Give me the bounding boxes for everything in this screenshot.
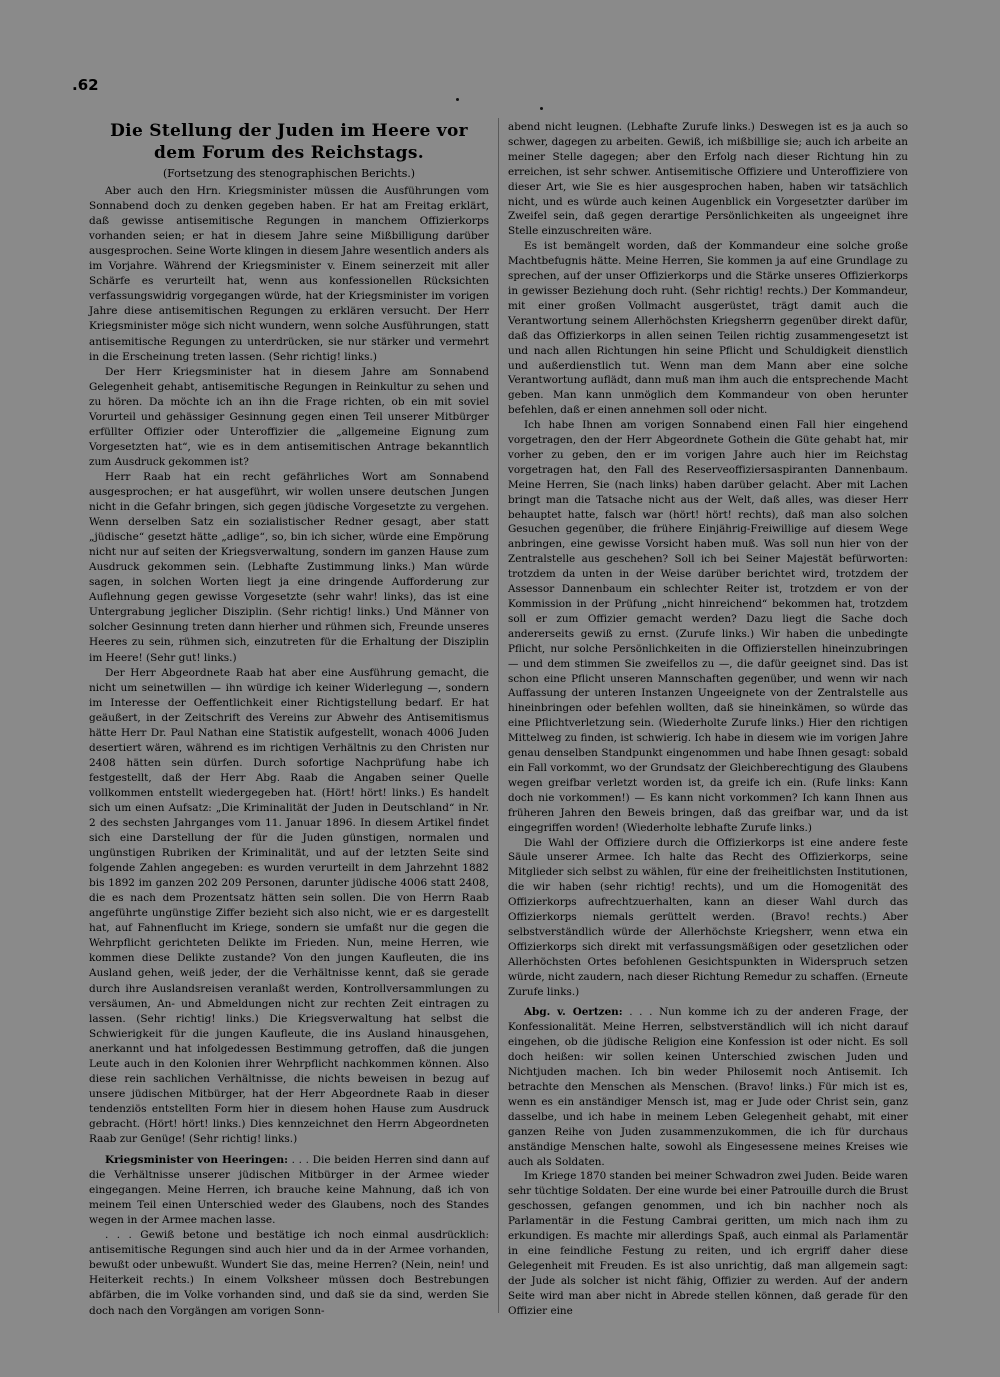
right-column	[508, 120, 908, 1319]
paragraph: Die Wahl der Offiziere durch die Offizierkorps ist eine andere feste Säule unserer Armee. Ich halte das Recht des Offizierkorps, seine Mitglieder sich selbst zu wählen, für eine der freiheitlichsten Institutionen, die wir haben (sehr richtig! rechts), und um die Homogenität des Offizierkorps aufrechtzuerhalten, kann an dieser Wahl durch das Offizierkorps niemals gerüttelt werden. (Bravo! rechts.) Aber selbstverständlich würde der Allerhöchste Kriegsherr, wenn etwa ein Offizierkorps sich direkt mit verfassungsmäßigen oder gesetzlichen oder Allerhöchsten Ortes befohlenen Gesichtspunkten in Widerspruch setzen würde, nicht zaudern, nach dieser Richtung Remedur zu schaffen. (Erneute Zurufe links.)	[508, 836, 908, 998]
paragraph: Ich habe Ihnen am vorigen Sonnabend einen Fall hier eingehend vorgetragen, den der Herr Abgeordnete Gothein die Güte gehabt hat, mir vorher zu geben, den er im vorigen Jahre auch hier im Reichstag vorgetragen hat, den Fall des Reserveoffiziersaspiranten Dannenbaum. Meine Herren, Sie (nach links) haben darüber gelacht. Aber mit Lachen bringt man die Tatsache nicht aus der Welt, daß alles, was dieser Herr behauptet hatte, falsch war (hört! hört! rechts), daß man also solchen Gesuchen gegenüber, die frühere Einjährig-Freiwillige auf diesem Wege anbringen, eine gewisse Vorsicht haben muß. Was soll nun hier von der Zentralstelle aus geschehen? Soll ich bei Seiner Majestät befürworten: trotzdem da unten in der Weise darüber berichtet wird, trotzdem der Assessor Dannenbaum ein schlechter Reiter ist, trotzdem er von der Kommission in der Prüfung „nicht hinreichend“ bekommen hat, trotzdem soll er zum Offizier gemacht werden? Dazu liegt die Sache doch andererseits gewiß zu ernst. (Zurufe links.) Wir haben die unbedingte Pflicht, nur solche Persönlichkeiten in die Offizierstellen hineinzubringen — und dem stimmen Sie zweifellos zu —, die dafür geeignet sind. Das ist schon eine Pflicht unseren Mannschaften gegenüber, und wenn wir nach Auffassung der unteren Instanzen Ungeeignete von der Zentralstelle aus hineinbringen oder befehlen wollten, daß sie hineinkämen, so würde das eine Pflichtverletzung sein. (Wiederholte Zurufe links.) Hier den richtigen Mittelweg zu finden, ist schwierig. Ich habe in diesem wie im vorigen Jahre genau denselben Standpunkt eingenommen und habe Ihnen gesagt: sobald ein Fall vorkommt, wo der Grundsatz der Gleichberechtigung des Glaubens wegen greifbar verletzt worden ist, da greife ich ein. (Rufe links: Kann doch nie vorkommen!) — Es kann nicht vorkommen? Ich kann Ihnen aus früheren Jahren den Beweis bringen, daß das greifbar war, und da ist eingegriffen worden! (Wiederholte lebhafte Zurufe links.)	[508, 419, 908, 834]
paragraph: Aber auch den Hrn. Kriegsminister müssen die Ausführungen vom Sonnabend doch zu denken gegeben haben. Er hat am Freitag erklärt, daß gewisse antisemitische Regungen in manchem Offizierkorps vorhanden seien; er hat in diesem Jahre seine Mißbilligung darüber ausgesprochen. Seine Worte klingen in diesem Jahre wesentlich anders als im Vorjahre. Während der Kriegsminister v. Einem seinerzeit mit aller Schärfe es verurteilt hat, wenn aus konfessionellen Rücksichten verfassungswidrig vorgegangen würde, hat der Kriegsminister im vorigen Jahre diese antisemitischen Regungen zu erklären versucht. Der Herr Kriegsminister möge sich nicht wundern, wenn solche Ausführungen, statt antisemitische Regungen zu unterdrücken, sie nur stärker und vermehrt in die Erscheinung treten lassen. (Sehr richtig! links.)	[89, 185, 489, 363]
article-subtitle: (Fortsetzung des stenographischen Berichts.)	[162, 167, 416, 180]
paragraph: Der Herr Abgeordnete Raab hat aber eine Ausführung gemacht, die nicht um seinetwillen — ihn würdige ich keiner Widerlegung —, sondern im Interesse der Oeffentlichkeit einer Richtigstellung bedarf. Er hat geäußert, in der Zeitschrift des Vereins zur Abwehr des Antisemitismus hätte Herr Dr. Paul Nathan eine Statistik aufgestellt, wonach 4006 Juden desertiert wären, während es im richtigen Verhältnis zu den Christen nur 2408 hätten sein dürfen. Durch sofortige Nachprüfung habe ich festgestellt, daß der Herr Abg. Raab die Angaben seiner Quelle vollkommen entstellt wiedergegeben hat. (Hört! hört! links.) Es handelt sich um einen Aufsatz: „Die Kriminalität der Juden in Deutschland“ in Nr. 2 des sechsten Jahrganges vom 11. Januar 1896. In diesem Artikel findet sich eine Darstellung der für die Juden günstigen, normalen und ungünstigen Rubriken der Kriminalität, und auf der letzten Seite sind folgende Zahlen angegeben: es wurden verurteilt in dem Jahrzehnt 1882 bis 1892 im ganzen 202 209 Personen, darunter jüdische 4006 statt 2408, die es nach dem Prozentsatz hätten sein sollen. Die von Herrn Raab angeführte ungünstige Ziffer bezieht sich also nicht, wie er es dargestellt hat, auf Fahnenflucht im Kriege, sondern sie umfaßt nur die gegen die Wehrpflicht gerichteten Delikte im Frieden. Nun, meine Herren, wie kommen diese Delikte zustande? Von den jungen Kaufleuten, die ins Ausland gehen, weiß jeder, der die Verhältnisse kennt, daß sie gerade durch ihre Auslandsreisen veranlaßt werden, Kontrollversammlungen zu versäumen, An- und Abmeldungen nicht zur rechten Zeit eintragen zu lassen. (Sehr richtig! links.) Die Kriegsverwaltung hat selbst die Schwierigkeit für die jungen Kaufleute, die ins Ausland hinausgehen, anerkannt und hat infolgedessen Bestimmung getroffen, daß die jungen Leute auch in den Kolonien ihrer Wehrpflicht nachkommen können. Also diese rein sachlichen Verhältnisse, die nichts beweisen in bezug auf unsere jüdischen Mitbürger, hat der Herr Abgeordnete Raab in dieser tendenziös entstellten Form hier in diesem hohen Hause zum Ausdruck gebracht. (Hört! hört! links.) Dies kennzeichnet den Herrn Abgeordneten Raab zur Genüge! (Sehr richtig! links.)	[89, 666, 489, 1145]
paragraph: Kriegsminister von Heeringen: . . . Die beiden Herren sind dann auf die Verhältnisse unserer jüdischen Mitbürger in der Armee wieder eingegangen. Meine Herren, ich brauche keine Mahnung, daß ich von meinem Teil einen Unterschied weder des Glaubens, noch des Standes wegen in der Armee machen lasse.	[89, 1154, 489, 1227]
paragraph: Abg. v. Oertzen: . . . Nun komme ich zu der anderen Frage, der Konfessionalität. Meine Herren, selbstverständlich will ich nicht darauf eingehen, ob die jüdische Religion eine Konfession ist oder nicht. Es soll doch heißen: wir sollen keinen Unterschied zwischen Juden und Nichtjuden machen. Ich bin weder Philosemit noch Antisemit. Ich betrachte den Menschen als Menschen. (Bravo! links.) Für mich ist es, wenn es ein anständiger Mensch ist, mag er Jude oder Christ sein, ganz dasselbe, und ich habe in meinem Leben Gelegenheit gehabt, mit einer ganzen Reihe von Juden zusammenzukommen, die ich für durchaus anständige Menschen halte, sowohl als Eingesessene meines Kreises wie auch als Soldaten.	[508, 1006, 908, 1168]
speaker-name: Abg. v. Oertzen:	[524, 1006, 623, 1019]
paragraph: . . . Gewiß betone und bestätige ich noch einmal ausdrücklich: antisemitische Regungen sind auch hier und da in der Armee vorhanden, bewußt oder unbewußt. Wundert Sie das, meine Herren? (Nein, nein! und Heiterkeit rechts.) In einem Volksheer müssen doch Bestrebungen abfärben, die im Volke vorhanden sind, und daß sie da sind, werden Sie doch nach den Vorgängen am vorigen Sonn-	[89, 1229, 489, 1317]
paragraph: abend nicht leugnen. (Lebhafte Zurufe links.) Deswegen ist es ja auch so schwer, dagegen zu arbeiten. Gewiß, ich mißbillige sie; auch ich arbeite an meiner Stelle dagegen; aber den Erfolg nach dieser Richtung hin zu erreichen, ist sehr schwer. Antisemitische Offiziere und Unteroffiziere von dieser Art, wie Sie es hier ausgesprochen haben, haben wir tatsächlich nicht, und es würde auch keinen Augenblick ein Vorgesetzter darüber im Zweifel sein, daß gegen derartige Persönlichkeiten als ungeeignet ihre Stelle einzuschreiten wäre.	[508, 121, 908, 238]
paragraph: Es ist bemängelt worden, daß der Kommandeur eine solche große Machtbefugnis hätte. Meine Herren, Sie kommen ja auf eine Grundlage zu sprechen, auf der unser Offizierkorps und die Stärke unseres Offizierkorps in gewisser Beziehung doch ruht. (Sehr richtig! rechts.) Der Kommandeur, mit einer großen Vollmacht ausgerüstet, trägt damit auch die Verantwortung seinem Allerhöchsten Kriegsherrn gegenüber direkt dafür, daß das Offizierkorps in allen seinen Teilen richtig zusammengesetzt ist und nach allen Richtungen hin seine Pflicht und Schuldigkeit dienstlich und außerdienstlich tut. Wenn man dem Mann aber eine solche Verantwortung auflädt, dann muß man ihm auch die entsprechende Macht geben. Man kann unmöglich dem Kommandeur von oben herunter befehlen, daß er einen annehmen soll oder nicht.	[508, 240, 908, 417]
paragraph: Im Kriege 1870 standen bei meiner Schwadron zwei Juden. Beide waren sehr tüchtige Soldaten. Der eine wurde bei einer Patrouille durch die Brust geschossen, gefangen genommen, und ich bin nachher noch als Parlamentär in die Festung Cambrai geritten, um mich nach ihm zu erkundigen. Es machte mir allerdings Spaß, auch einmal als Parlamentär in eine feindliche Festung zu reiten, und ich ergriff daher diese Gelegenheit mit Freuden. Es ist also unrichtig, daß man allgemein sagt: der Jude als solcher ist nicht fähig, Offizier zu werden. Auf der andern Seite wird man aber nicht in Abrede stellen können, daß gerade für den Offizier eine	[508, 1170, 908, 1317]
left-column	[89, 120, 489, 1319]
page-number: .62	[72, 76, 99, 94]
article-title: Die Stellung der Juden im Heere vor dem Forum des Reichstags.	[110, 121, 468, 163]
paragraph: Herr Raab hat ein recht gefährliches Wort am Sonnabend ausgesprochen; er hat ausgeführt, wir wollen unsere deutschen Jungen nicht in die Gefahr bringen, sich gegen jüdische Vorgesetzte zu vergehen. Wenn derselben Satz ein sozialistischer Redner gesagt, aber statt „jüdische“ gesetzt hätte „adlige“, so, bin ich sicher, würde eine Empörung nicht nur auf seiten der Kriegsverwaltung, sondern im ganzen Hause zum Ausdruck gekommen sein. (Lebhafte Zustimmung links.) Man würde sagen, in solchen Worten liegt ja eine dringende Aufforderung zur Auflehnung gegen gewisse Vorgesetzte (sehr wahr! links), das ist eine Untergrabung jeglicher Disziplin. (Sehr richtig! links.) Und Männer von solcher Gesinnung treten dann hierher und rühmen sich, Freunde unseres Heeres zu sein, rühmen sich, einzutreten für die Erhaltung der Disziplin im Heere! (Sehr gut! links.)	[89, 470, 489, 664]
paragraph: Der Herr Kriegsminister hat in diesem Jahre am Sonnabend Gelegenheit gehabt, antisemitische Regungen in Reinkultur zu sehen und zu hören. Da möchte ich an ihn die Frage richten, ob ein mit soviel Vorurteil und gehässiger Gesinnung gegen einen Teil unserer Mitbürger erfüllter Offizier oder Unteroffizier die „allgemeine Eignung zum Vorgesetzten hat“, wie es in dem antisemitischen Antrage bekanntlich zum Ausdruck gekommen ist?	[89, 365, 489, 468]
print-speck	[456, 98, 459, 101]
print-speck	[540, 107, 543, 110]
speaker-name: Kriegsminister von Heeringen:	[105, 1154, 288, 1167]
column-divider	[498, 118, 499, 1313]
